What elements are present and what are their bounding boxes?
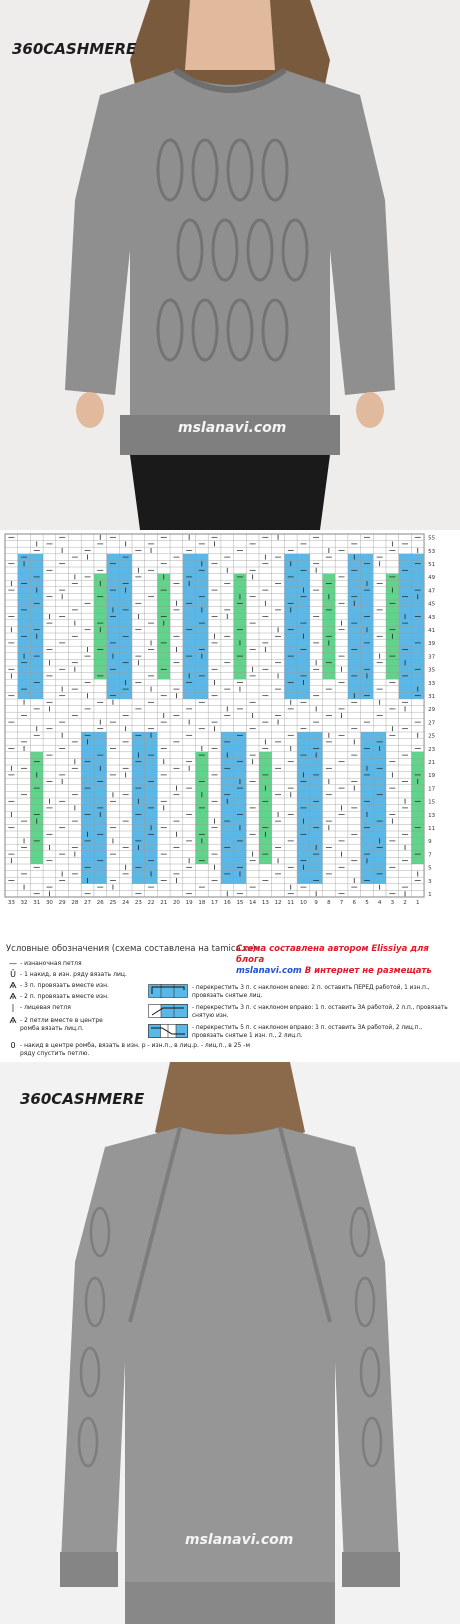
legend-text: - 1 накид, в изн. ряду вязать лиц. [20,971,127,978]
column-label: 33 [7,900,15,906]
knit-symbol: | [11,1003,15,1012]
row-label: 37 [428,654,436,661]
row-label: 9 [428,839,432,846]
column-label: 9 [314,900,318,906]
knitting-chart [0,531,460,941]
row-label: 5 [428,865,432,872]
row-label: 23 [428,746,436,753]
legend-text: - перекрестить 3 п. с наклоном влево: 2 п. оставить ПЕРЕД работой, 1 изн.п., провязать снятые лиц. [192,985,430,999]
brand-label: 360CASHMERE [12,40,137,58]
column-label: 3 [390,900,395,906]
purl-symbol: — [9,959,17,968]
eyelet-column [259,752,272,864]
row-label: 19 [428,773,436,780]
diamond-yarnover-symbol: 0 [10,1041,16,1050]
column-label: 8 [327,900,331,906]
column-label: 7 [339,900,344,906]
legend-item-2tog [6,993,156,1001]
eyelet-column [411,752,424,864]
cross-left-icon [148,984,188,998]
legend-text: - 3 п. провязать вместе изн. [20,982,109,989]
watermark: mslanavi.com [178,420,287,436]
column-label: 20 [172,900,180,906]
column-label: 31 [33,900,41,906]
legend-text: - 2 п. провязать вместе изн. [20,993,109,1000]
column-label: 30 [45,900,53,906]
column-label: 16 [223,900,231,906]
column-label: 27 [84,900,92,906]
row-label: 45 [428,601,436,608]
row-label: 27 [428,720,436,727]
front-sweater-photo [0,0,460,530]
row-label: 51 [428,562,436,568]
column-label: 19 [185,900,193,906]
back-sweater-photo [0,1062,460,1624]
cross-right-icon [148,1004,188,1018]
row-label: 39 [428,641,436,648]
column-label: 25 [109,900,117,906]
column-label: 5 [365,900,369,906]
column-label: 11 [287,900,295,906]
legend-item-cross-right-5 [148,1024,448,1040]
column-label: 29 [58,900,66,906]
row-label: 7 [428,852,432,859]
chart-legend [0,942,460,1060]
column-label: 21 [160,900,168,906]
legend-title: Условные обозначения (схема составлена на tamica.ru): [6,944,259,954]
column-label: 32 [20,900,28,906]
cross-five-icon [148,1024,188,1038]
column-label: 26 [96,900,104,906]
column-label: 18 [198,900,206,906]
row-label: 25 [428,733,436,740]
row-label: 55 [428,535,436,542]
legend-text: - лицевая петля [20,1004,71,1011]
column-label: 24 [122,900,130,906]
front-sweater-illustration [0,0,460,530]
row-label: 53 [428,548,436,555]
row-label: 47 [428,588,436,595]
column-label: 23 [134,900,142,906]
author-note [236,944,456,977]
column-label: 14 [249,900,257,906]
knitting-chart-grid [0,531,460,941]
row-label: 11 [428,826,436,832]
column-label: 1 [416,900,420,906]
legend-item-cross-right-3 [148,1004,448,1020]
column-label: 4 [377,900,382,906]
legend-text: - перекрестить 5 п. с наклоном вправо: 3 п. оставить ЗА работой, 2 лиц.п., провязать снятые 1 изн. п., 2 лиц.п. [192,1025,423,1039]
row-label: 21 [428,760,436,766]
column-label: 17 [211,900,219,906]
legend-item-diamond-yo [6,1042,266,1058]
legend-item-3tog [6,982,156,990]
row-label: 1 [428,892,432,898]
column-label: 22 [147,900,155,906]
legend-item-diamond-center [6,1017,116,1033]
row-label: 3 [428,878,432,885]
decrease-2-symbol: Ѧ [9,992,17,1001]
legend-text: - 2 петли вместе в центре ромба вязать лиц.п. [20,1017,103,1032]
legend-text: - накид в центре ромба, вязать в изн. р - изн.п., в лиц.р. - лиц.п., в 25 -м ряду спустить петлю. [20,1042,250,1057]
column-label: 2 [403,900,407,906]
author-note-site: mslanavi.com [236,966,302,976]
legend-item-cross-left [148,984,448,1000]
column-label: 15 [236,900,244,906]
column-label: 28 [71,900,79,906]
row-label: 31 [428,694,436,700]
row-label: 35 [428,667,436,674]
brand-label: 360CASHMERE [20,1090,145,1108]
decrease-3-symbol: Ѧ [9,981,17,990]
row-label: 43 [428,614,436,621]
row-label: 29 [428,707,436,714]
legend-item-purl [6,960,156,968]
legend-text: - перекрестить 3 п. с наклоном вправо: 1 п. оставить ЗА работой, 2 л.п., провязать снятую изн. [192,1005,448,1019]
watermark: mslanavi.com [185,1532,294,1548]
eyelet-column [30,752,43,864]
diamond-center-symbol: Ѧ [9,1016,17,1025]
row-label: 17 [428,786,436,793]
author-note-rest: В интернет не размещать [301,966,432,976]
row-label: 49 [428,575,436,582]
row-label: 13 [428,812,436,819]
row-label: 15 [428,799,436,806]
author-note-line1: Схема составлена автором Elissiya для блога [236,944,429,965]
legend-text: - изнаночная петля [20,960,82,967]
column-label: 6 [352,900,356,906]
legend-item-yarnover [6,971,156,979]
column-label: 12 [274,900,282,906]
row-label: 41 [428,628,436,634]
legend-item-knit [6,1004,156,1012]
column-label: 13 [261,900,269,906]
column-label: 10 [299,900,307,906]
row-label: 33 [428,680,436,687]
yarnover-symbol: Ū [10,970,16,979]
